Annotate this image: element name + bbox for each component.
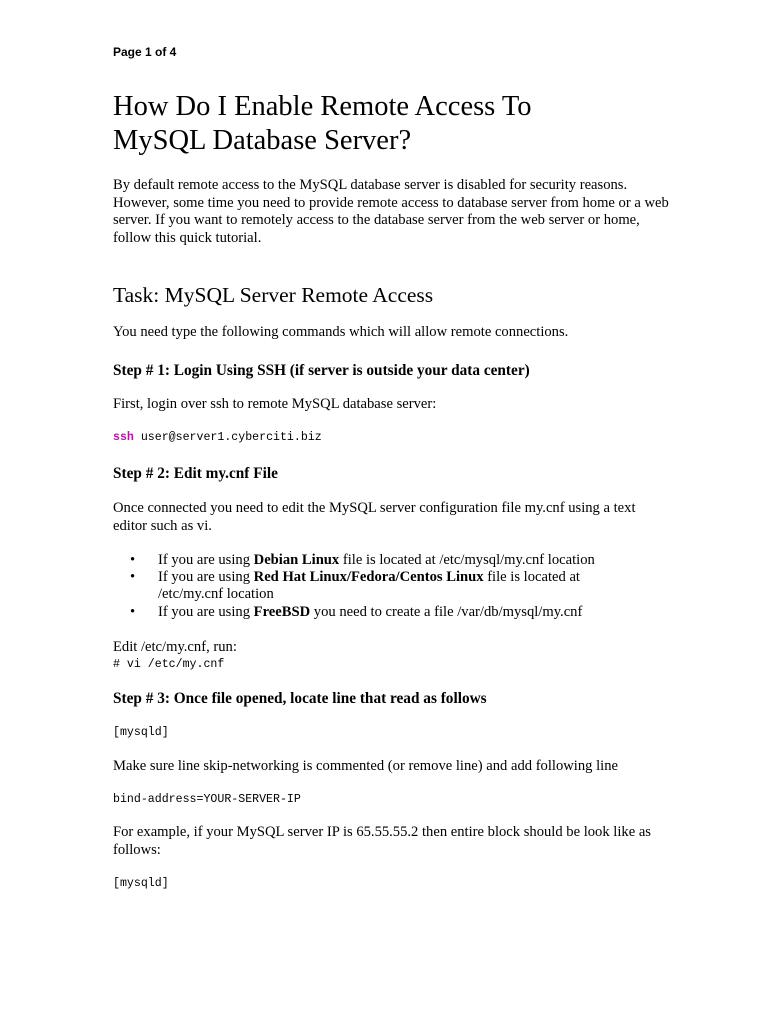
list-item	[113, 552, 613, 569]
step1-heading: Step # 1: Login Using SSH (if server is outside your data center)	[113, 362, 530, 379]
step2-paragraph: Once connected you need to edit the MySQL server configuration file my.cnf using a text editor such as vi.	[113, 500, 636, 534]
example-paragraph: For example, if your MySQL server IP is 65.55.55.2 then entire block should be look like as follows:	[113, 824, 651, 858]
location-list	[113, 552, 673, 621]
edit-instruction: Edit /etc/my.cnf, run:	[113, 639, 237, 655]
list-item-suffix: file is located at /etc/my.cnf location	[158, 569, 580, 603]
step2-heading: Step # 2: Edit my.cnf File	[113, 465, 278, 482]
list-item-suffix: you need to create a file /var/db/mysql/my.cnf	[310, 603, 583, 620]
edit-instruction-block	[113, 639, 673, 672]
page-title	[113, 90, 673, 158]
list-item-prefix: If you are using	[158, 569, 254, 586]
title-line-2: MySQL Database Server?	[113, 125, 412, 156]
ssh-command	[113, 430, 322, 445]
vi-command: # vi /etc/my.cnf	[113, 657, 225, 671]
list-item-suffix: file is located at /etc/mysql/my.cnf location	[339, 552, 595, 568]
task-heading: Task: MySQL Server Remote Access	[113, 283, 434, 307]
list-item	[113, 604, 613, 621]
ssh-keyword: ssh	[113, 431, 134, 444]
list-item	[113, 569, 613, 603]
intro-paragraph: By default remote access to the MySQL database server is disabled for security reasons. However, some time you need to provide remote access to database server from home or a web server. If you want to remotely access to the database server from the web server or home, follow this quick tutorial.	[113, 177, 669, 246]
list-item-bold: FreeBSD	[253, 603, 311, 620]
list-item-prefix: If you are using	[158, 603, 254, 620]
skip-networking-paragraph: Make sure line skip-networking is commented (or remove line) and add following line	[113, 758, 618, 774]
task-paragraph: You need type the following commands which will allow remote connections.	[113, 324, 569, 340]
list-item-prefix: If you are using	[158, 552, 254, 568]
title-line-1: How Do I Enable Remote Access To	[113, 91, 532, 122]
bullet-marker: •	[130, 552, 136, 568]
bind-address-code: bind-address=YOUR-SERVER-IP	[113, 793, 301, 806]
step3-heading: Step # 3: Once file opened, locate line that read as follows	[113, 690, 487, 707]
mysqld-section-code: [mysqld]	[113, 726, 169, 739]
mysqld-block-code: [mysqld]	[113, 877, 169, 890]
list-item-bold: Debian Linux	[253, 552, 340, 568]
page-number: Page 1 of 4	[113, 45, 177, 59]
bullet-marker: •	[130, 569, 136, 586]
ssh-command-args: user@server1.cyberciti.biz	[133, 431, 322, 444]
step1-paragraph: First, login over ssh to remote MySQL database server:	[113, 396, 437, 412]
bullet-marker: •	[130, 603, 136, 620]
list-item-bold: Red Hat Linux/Fedora/Centos Linux	[253, 569, 484, 586]
